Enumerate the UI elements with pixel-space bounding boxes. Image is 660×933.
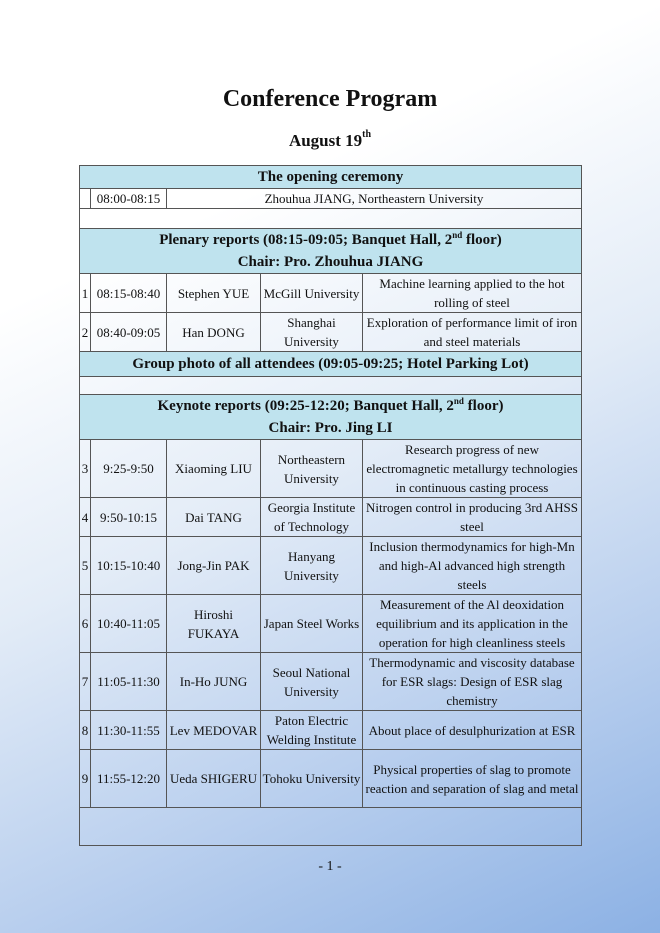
talk-affiliation: Japan Steel Works	[261, 595, 363, 653]
talk-time: 9:25-9:50	[91, 440, 167, 498]
group-photo-heading: Group photo of all attendees (09:05-09:25; Hotel Parking Lot)	[80, 352, 582, 377]
page-title: Conference Program	[222, 86, 438, 112]
talk-title: Machine learning applied to the hot rolling of steel	[363, 274, 582, 313]
opening-number-cell	[80, 189, 91, 209]
talk-row	[80, 595, 582, 653]
date-suffix: th	[362, 129, 372, 141]
talk-speaker: Jong-Jin PAK	[167, 537, 261, 595]
keynote-chair: Chair: Pro. Jing LI	[268, 420, 393, 436]
trailing-blank-row	[80, 808, 582, 846]
talk-affiliation: Seoul National University	[261, 653, 363, 711]
talk-number: 2	[80, 313, 91, 352]
talk-row	[80, 274, 582, 313]
talk-time: 11:30-11:55	[91, 711, 167, 750]
talk-title: Exploration of performance limit of iron and steel materials	[363, 313, 582, 352]
talk-affiliation: McGill University	[261, 274, 363, 313]
talk-row	[80, 498, 582, 537]
opening-section-header	[80, 166, 582, 189]
talk-number: 3	[80, 440, 91, 498]
spacer-row	[80, 377, 582, 395]
talk-number: 1	[80, 274, 91, 313]
talk-title: Measurement of the Al deoxidation equilibrium and its application in the operation for high cleanliness steels	[363, 595, 582, 653]
talk-speaker: In-Ho JUNG	[167, 653, 261, 711]
date-text: August 19	[288, 131, 363, 150]
talk-affiliation: Hanyang University	[261, 537, 363, 595]
talk-title: Inclusion thermodynamics for high-Mn and high-Al advanced high strength steels	[363, 537, 582, 595]
plenary-section-header	[80, 229, 582, 274]
talk-affiliation: Georgia Institute of Technology	[261, 498, 363, 537]
talk-time: 11:55-12:20	[91, 750, 167, 808]
talk-number: 7	[80, 653, 91, 711]
spacer-row	[80, 209, 582, 229]
talk-title: Physical properties of slag to promote reaction and separation of slag and metal	[363, 750, 582, 808]
talk-speaker: Ueda SHIGERU	[167, 750, 261, 808]
group-photo-row	[80, 352, 582, 377]
talk-number: 4	[80, 498, 91, 537]
talk-time: 10:15-10:40	[91, 537, 167, 595]
talk-time: 11:05-11:30	[91, 653, 167, 711]
talk-affiliation: Tohoku University	[261, 750, 363, 808]
talk-speaker: Lev MEDOVAR	[167, 711, 261, 750]
talk-time: 08:40-09:05	[91, 313, 167, 352]
talk-title: Thermodynamic and viscosity database for ESR slags: Design of ESR slag chemistry	[363, 653, 582, 711]
keynote-heading: Keynote reports (09:25-12:20; Banquet Hall, 2nd floor)	[157, 396, 504, 414]
talk-number: 9	[80, 750, 91, 808]
talk-row	[80, 711, 582, 750]
program-date	[0, 131, 660, 151]
talk-speaker: Stephen YUE	[167, 274, 261, 313]
talk-number: 8	[80, 711, 91, 750]
talk-speaker: Xiaoming LIU	[167, 440, 261, 498]
keynote-section-header	[80, 395, 582, 440]
talk-number: 6	[80, 595, 91, 653]
opening-heading: The opening ceremony	[80, 166, 582, 189]
talk-time: 10:40-11:05	[91, 595, 167, 653]
talk-title: About place of desulphurization at ESR	[363, 711, 582, 750]
opening-speaker: Zhouhua JIANG, Northeastern University	[167, 189, 582, 209]
page-number: - 1 -	[318, 859, 342, 874]
talk-row	[80, 653, 582, 711]
talk-title: Research progress of new electromagnetic metallurgy technologies in continuous casting process	[363, 440, 582, 498]
talk-affiliation: Paton Electric Welding Institute	[261, 711, 363, 750]
talk-speaker: Han DONG	[167, 313, 261, 352]
talk-affiliation: Shanghai University	[261, 313, 363, 352]
opening-row	[80, 189, 582, 209]
plenary-talks	[80, 274, 582, 352]
program-table	[79, 165, 582, 846]
talk-row	[80, 537, 582, 595]
talk-row	[80, 313, 582, 352]
talk-affiliation: Northeastern University	[261, 440, 363, 498]
talk-speaker: Dai TANG	[167, 498, 261, 537]
talk-row	[80, 750, 582, 808]
talk-time: 08:15-08:40	[91, 274, 167, 313]
plenary-chair: Chair: Pro. Zhouhua JIANG	[237, 254, 424, 270]
talk-number: 5	[80, 537, 91, 595]
talk-title: Nitrogen control in producing 3rd AHSS steel	[363, 498, 582, 537]
talk-time: 9:50-10:15	[91, 498, 167, 537]
talk-speaker: Hiroshi FUKAYA	[167, 595, 261, 653]
opening-time: 08:00-08:15	[91, 189, 167, 209]
talk-row	[80, 440, 582, 498]
plenary-heading: Plenary reports (08:15-09:05; Banquet Hall, 2nd floor)	[159, 230, 502, 248]
keynote-talks	[80, 440, 582, 808]
